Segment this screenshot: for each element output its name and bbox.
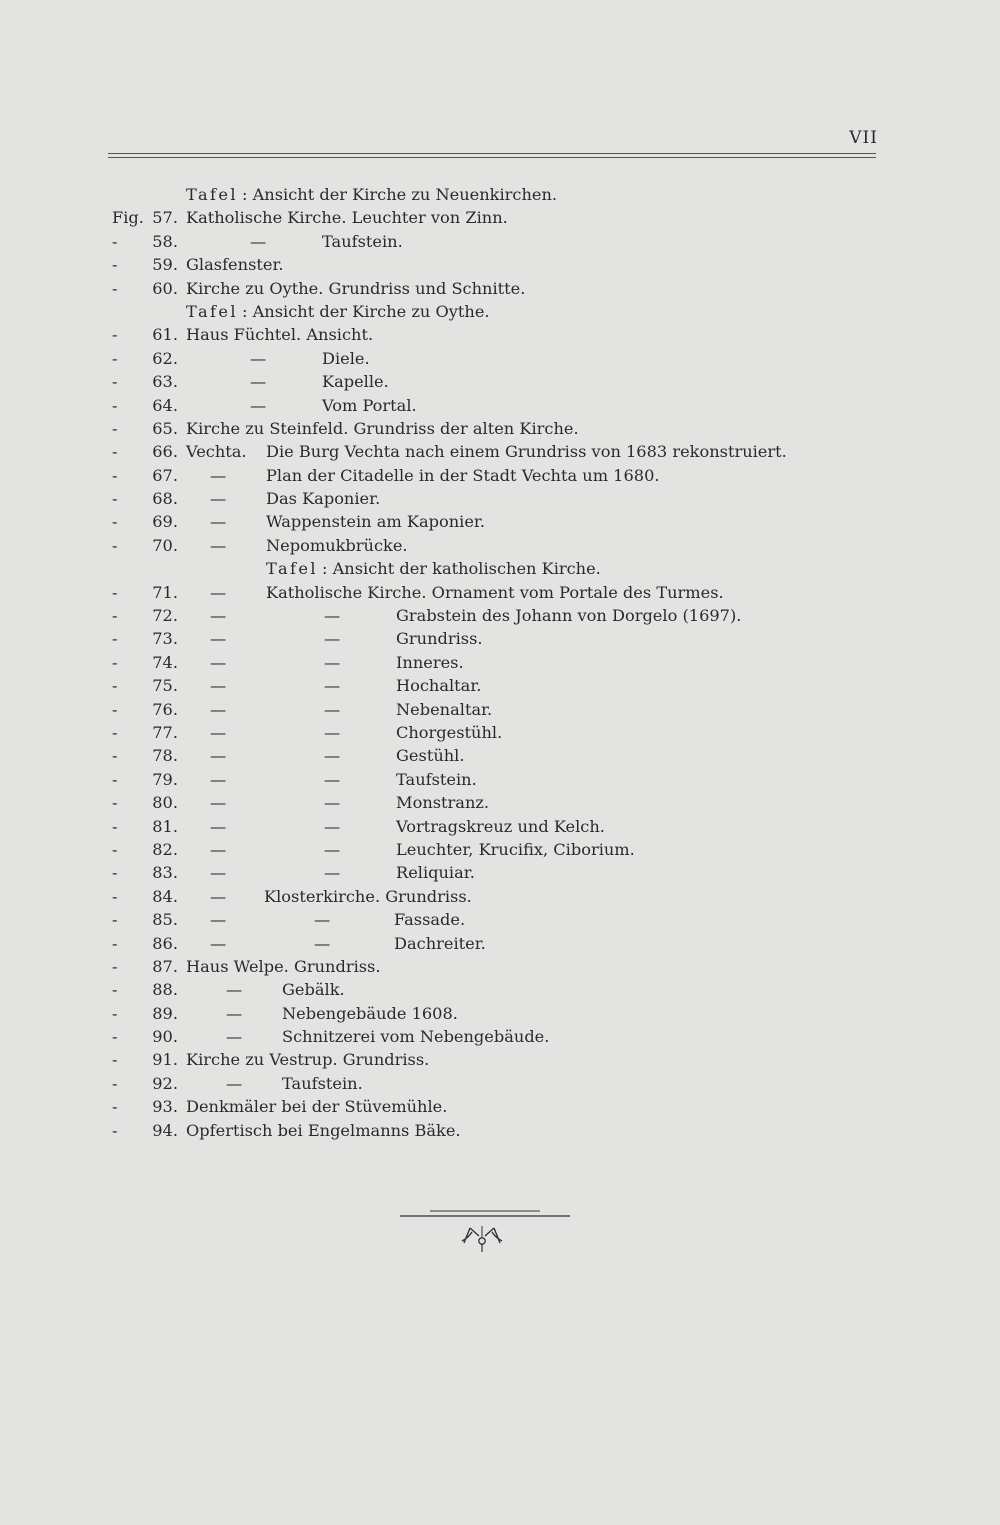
list-item: [0, 370, 1000, 393]
figure-caption: Hochaltar.: [396, 676, 482, 696]
ditto-dash: —: [210, 606, 227, 626]
list-item: [0, 440, 1000, 463]
figure-caption: Reliquiar.: [396, 863, 475, 883]
figure-number: 87.: [152, 956, 178, 976]
ditto-dash: —: [210, 652, 227, 672]
list-item: [0, 464, 1000, 487]
figure-caption: Kirche zu Vestrup. Grundriss.: [186, 1050, 430, 1070]
figure-number: 88.: [152, 980, 178, 1000]
list-item: [0, 721, 1000, 744]
figure-number: 73.: [152, 629, 178, 649]
figure-prefix: Fig.: [112, 208, 144, 228]
figure-prefix: -: [112, 676, 118, 696]
ditto-dash: —: [210, 489, 227, 509]
ditto-dash: —: [324, 746, 341, 766]
figure-number: 58.: [152, 231, 178, 251]
list-item: [0, 487, 1000, 510]
figure-caption: Dachreiter.: [394, 933, 486, 953]
list-item: [0, 651, 1000, 674]
figure-number: 62.: [152, 348, 178, 368]
figure-caption: Schnitzerei vom Nebengebäude.: [282, 1027, 550, 1047]
ditto-dash: —: [226, 980, 243, 1000]
figure-caption: Nepomukbrücke.: [266, 535, 408, 555]
list-item: [0, 885, 1000, 908]
ditto-dash: —: [210, 465, 227, 485]
figure-prefix: -: [112, 255, 118, 275]
figure-prefix: -: [112, 395, 118, 415]
list-item: [0, 253, 1000, 276]
list-item: [0, 768, 1000, 791]
figure-caption: Diele.: [322, 348, 370, 368]
figure-number: 74.: [152, 652, 178, 672]
figure-prefix: -: [112, 816, 118, 836]
ditto-dash: —: [324, 722, 341, 742]
figure-caption: Grabstein des Johann von Dorgelo (1697).: [396, 606, 742, 626]
figure-caption: Kirche zu Oythe. Grundriss und Schnitte.: [186, 278, 526, 298]
figure-prefix: -: [112, 863, 118, 883]
list-item: [0, 534, 1000, 557]
figure-prefix: -: [112, 418, 118, 438]
ditto-dash: —: [250, 395, 267, 415]
list-item: [0, 510, 1000, 533]
ditto-dash: —: [210, 699, 227, 719]
ditto-dash: —: [324, 606, 341, 626]
figure-caption: Das Kaponier.: [266, 489, 381, 509]
ditto-dash: —: [324, 816, 341, 836]
figure-caption: Kirche zu Steinfeld. Grundriss der alten Kirche.: [186, 418, 579, 438]
figure-number: 71.: [152, 582, 178, 602]
figure-number: 61.: [152, 325, 178, 345]
list-item: [0, 838, 1000, 861]
figure-number: 70.: [152, 535, 178, 555]
figure-prefix: -: [112, 746, 118, 766]
figure-prefix: -: [112, 769, 118, 789]
list-item: [0, 815, 1000, 838]
ditto-dash: —: [210, 793, 227, 813]
figure-prefix: -: [112, 442, 118, 462]
ditto-dash: —: [210, 769, 227, 789]
figure-number: 59.: [152, 255, 178, 275]
ditto-dash: —: [324, 652, 341, 672]
list-item: [0, 1025, 1000, 1048]
figure-caption: Opfertisch bei Engelmanns Bäke.: [186, 1120, 461, 1140]
figure-number: 78.: [152, 746, 178, 766]
figure-caption: Leuchter, Krucifix, Ciborium.: [396, 839, 635, 859]
ditto-dash: —: [250, 372, 267, 392]
ditto-dash: —: [324, 699, 341, 719]
figure-caption: Wappenstein am Kaponier.: [266, 512, 486, 532]
figure-prefix: -: [112, 465, 118, 485]
figure-number: 85.: [152, 910, 178, 930]
ditto-dash: —: [226, 1027, 243, 1047]
list-item: [0, 347, 1000, 370]
ditto-dash: —: [314, 933, 331, 953]
figure-number: 84.: [152, 886, 178, 906]
figure-prefix: -: [112, 489, 118, 509]
figure-number: 82.: [152, 839, 178, 859]
figure-number: 81.: [152, 816, 178, 836]
ditto-dash: —: [210, 816, 227, 836]
list-item: [0, 417, 1000, 440]
figure-caption: Die Burg Vechta nach einem Grundriss von 1683 rekonstruiert.: [266, 442, 787, 462]
figure-prefix: -: [112, 886, 118, 906]
figure-caption: Katholische Kirche. Ornament vom Portale des Turmes.: [266, 582, 724, 602]
figure-caption: Taufstein.: [282, 1073, 363, 1093]
list-item: [0, 1119, 1000, 1142]
figure-number: 75.: [152, 676, 178, 696]
figure-caption: Nebenaltar.: [396, 699, 493, 719]
figure-number: 64.: [152, 395, 178, 415]
ditto-dash: —: [210, 933, 227, 953]
header-rule-bottom: [108, 157, 876, 158]
figure-number: 76.: [152, 699, 178, 719]
figure-caption: : Ansicht der Kirche zu Neuenkirchen.: [242, 185, 558, 204]
ditto-dash: —: [210, 722, 227, 742]
figure-caption: Glasfenster.: [186, 255, 284, 275]
ditto-dash: —: [226, 1073, 243, 1093]
list-item: [0, 277, 1000, 300]
list-item: [0, 581, 1000, 604]
ditto-dash: —: [324, 769, 341, 789]
figure-number: 94.: [152, 1120, 178, 1140]
figure-prefix: -: [112, 956, 118, 976]
figure-prefix: -: [112, 582, 118, 602]
list-item: [0, 955, 1000, 978]
figure-prefix: -: [112, 606, 118, 626]
figure-prefix: -: [112, 652, 118, 672]
figure-caption: Taufstein.: [396, 769, 477, 789]
ditto-dash: —: [250, 348, 267, 368]
list-item: [0, 908, 1000, 931]
figure-prefix: -: [112, 629, 118, 649]
figure-number: 90.: [152, 1027, 178, 1047]
figure-prefix: -: [112, 1003, 118, 1023]
figure-prefix: -: [112, 1097, 118, 1117]
figure-caption: Nebengebäude 1608.: [282, 1003, 458, 1023]
figure-caption: Tafel: [186, 185, 238, 204]
figure-caption: Vechta.: [186, 442, 247, 462]
figure-number: 80.: [152, 793, 178, 813]
list-item: [0, 323, 1000, 346]
figure-number: 77.: [152, 722, 178, 742]
figure-caption: Monstranz.: [396, 793, 490, 813]
ditto-dash: —: [210, 910, 227, 930]
figure-caption: Plan der Citadelle in der Stadt Vechta um 1680.: [266, 465, 660, 485]
ditto-dash: —: [324, 676, 341, 696]
figure-number: 93.: [152, 1097, 178, 1117]
figure-number: 60.: [152, 278, 178, 298]
figure-caption: Fassade.: [394, 910, 466, 930]
figure-caption: Klosterkirche. Grundriss.: [264, 886, 472, 906]
figure-caption: Grundriss.: [396, 629, 483, 649]
ditto-dash: —: [210, 512, 227, 532]
ditto-dash: —: [226, 1003, 243, 1023]
figure-number: 69.: [152, 512, 178, 532]
figure-number: 66.: [152, 442, 178, 462]
figure-caption: Vom Portal.: [322, 395, 417, 415]
figure-prefix: -: [112, 1027, 118, 1047]
figure-prefix: -: [112, 278, 118, 298]
figure-prefix: -: [112, 980, 118, 1000]
list-item: [0, 230, 1000, 253]
figure-number: 91.: [152, 1050, 178, 1070]
figure-prefix: -: [112, 910, 118, 930]
figure-prefix: -: [112, 1120, 118, 1140]
list-item: [0, 1072, 1000, 1095]
figure-caption: Gebälk.: [282, 980, 345, 1000]
ditto-dash: —: [324, 793, 341, 813]
figure-caption: Gestühl.: [396, 746, 465, 766]
ditto-dash: —: [324, 629, 341, 649]
ditto-dash: —: [314, 910, 331, 930]
figure-prefix: -: [112, 231, 118, 251]
ditto-dash: —: [324, 863, 341, 883]
figure-number: 86.: [152, 933, 178, 953]
ditto-dash: —: [210, 676, 227, 696]
list-item: [0, 1048, 1000, 1071]
figure-prefix: -: [112, 325, 118, 345]
list-item: [0, 791, 1000, 814]
list-item: [0, 604, 1000, 627]
list-item: [0, 978, 1000, 1001]
list-item: [0, 300, 1000, 323]
ditto-dash: —: [210, 629, 227, 649]
list-item: [0, 1002, 1000, 1025]
figure-prefix: -: [112, 512, 118, 532]
figure-caption: Kapelle.: [322, 372, 389, 392]
figure-caption: Inneres.: [396, 652, 464, 672]
end-ornament-icon: [400, 1208, 570, 1258]
figure-prefix: -: [112, 793, 118, 813]
ditto-dash: —: [210, 582, 227, 602]
figure-caption: Haus Welpe. Grundriss.: [186, 956, 381, 976]
ditto-dash: —: [210, 886, 227, 906]
figure-number: 72.: [152, 606, 178, 626]
figure-number: 89.: [152, 1003, 178, 1023]
figure-number: 65.: [152, 418, 178, 438]
list-item: [0, 744, 1000, 767]
header-rule-top: [108, 153, 876, 154]
list-item: [0, 183, 1000, 206]
figure-prefix: -: [112, 535, 118, 555]
figure-prefix: -: [112, 1050, 118, 1070]
list-item: [0, 674, 1000, 697]
ditto-dash: —: [210, 535, 227, 555]
figure-number: 68.: [152, 489, 178, 509]
figure-caption: Tafel: [266, 559, 318, 579]
figure-number: 63.: [152, 372, 178, 392]
list-item: [0, 1095, 1000, 1118]
ditto-dash: —: [210, 746, 227, 766]
figure-prefix: -: [112, 699, 118, 719]
figure-number: 57.: [152, 208, 178, 228]
page-number: VII: [849, 128, 878, 148]
list-item: [0, 861, 1000, 884]
figure-caption: Tafel: [186, 301, 238, 321]
figure-caption: Chorgestühl.: [396, 722, 503, 742]
figure-prefix: -: [112, 372, 118, 392]
figure-number: 92.: [152, 1073, 178, 1093]
list-item: [0, 627, 1000, 650]
list-item: [0, 698, 1000, 721]
figure-caption: : Ansicht der Kirche zu Oythe.: [242, 301, 490, 321]
list-item: [0, 557, 1000, 580]
figure-prefix: -: [112, 1073, 118, 1093]
figure-number: 79.: [152, 769, 178, 789]
list-item: [0, 394, 1000, 417]
ditto-dash: —: [210, 863, 227, 883]
figure-prefix: -: [112, 348, 118, 368]
figure-number: 67.: [152, 465, 178, 485]
list-item: [0, 206, 1000, 229]
figure-caption: Katholische Kirche. Leuchter von Zinn.: [186, 208, 508, 228]
figure-caption: Denkmäler bei der Stüvemühle.: [186, 1097, 448, 1117]
ditto-dash: —: [210, 839, 227, 859]
figure-prefix: -: [112, 933, 118, 953]
figure-list: [0, 183, 1000, 1142]
figure-caption: Vortragskreuz und Kelch.: [396, 816, 605, 836]
ditto-dash: —: [324, 839, 341, 859]
list-item: [0, 932, 1000, 955]
figure-caption: Haus Füchtel. Ansicht.: [186, 325, 374, 345]
figure-prefix: -: [112, 722, 118, 742]
figure-caption: : Ansicht der katholischen Kirche.: [322, 559, 601, 579]
figure-caption: Taufstein.: [322, 231, 403, 251]
ditto-dash: —: [250, 231, 267, 251]
figure-number: 83.: [152, 863, 178, 883]
figure-prefix: -: [112, 839, 118, 859]
